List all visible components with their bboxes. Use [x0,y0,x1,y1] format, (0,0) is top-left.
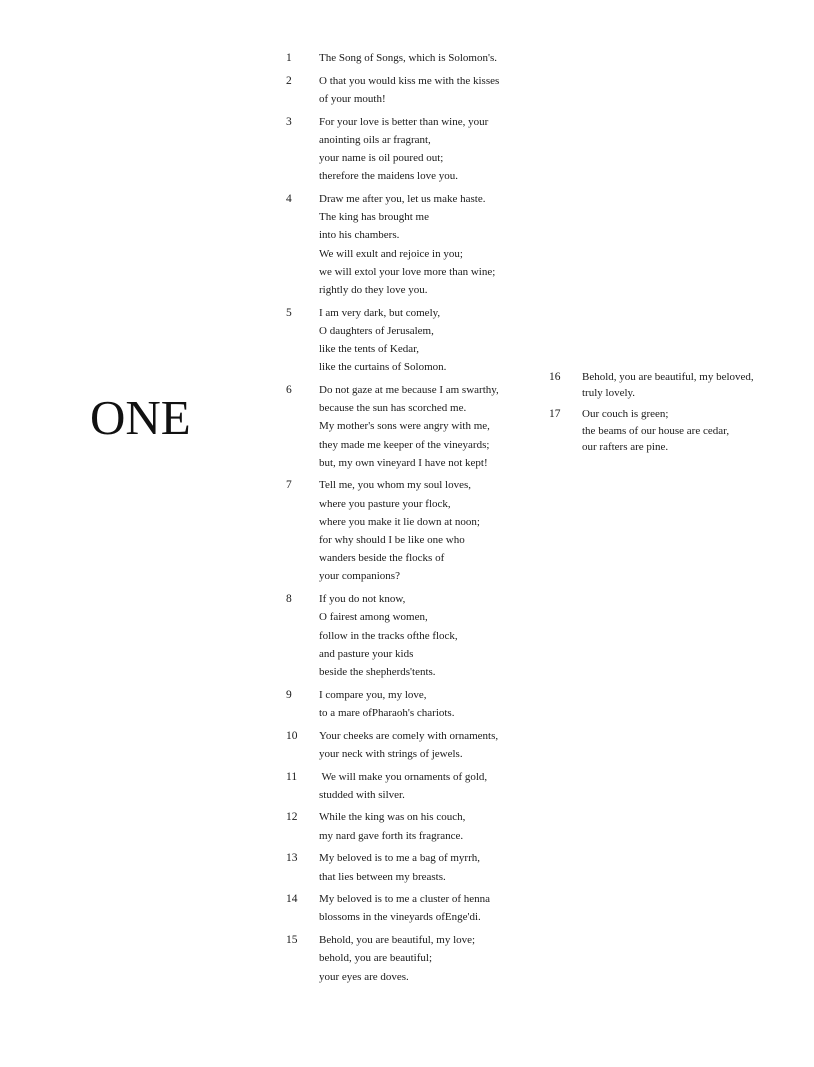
verse-number: 6 [286,383,292,396]
verse-text [582,369,799,401]
verse [286,381,536,472]
verse-line: and pasture your kids [319,647,414,660]
verse-text [319,72,536,108]
verse-number: 17 [549,408,561,421]
verse-line: Behold, you are beautiful, my beloved, [582,371,754,383]
verse [286,890,536,926]
verse [286,190,536,299]
verse-number: 3 [286,115,292,128]
verse-line: my nard gave forth its fragrance. [319,829,464,842]
verse-line: We will exult and rejoice in you; [319,247,463,260]
verse-line: Draw me after you, let us make haste. [319,192,486,205]
verse-line: we will extol your love more than wine; [319,265,496,278]
verse-line: blossoms in the vineyards ofEnge'di. [319,911,481,924]
verse-text [319,381,536,472]
verse-number: 10 [286,729,298,742]
verse-text [319,768,536,804]
verse-number: 9 [286,688,292,701]
verse-line: like the tents of Kedar, [319,343,420,356]
verse-number: 11 [286,770,298,783]
verse-line: For your love is better than wine, your [319,115,489,128]
verse-line: While the king was on his couch, [319,811,466,824]
verse-line: your eyes are doves. [319,970,409,983]
verse-line: your companions? [319,570,400,583]
verse [286,49,536,67]
verse-number: 16 [549,371,561,383]
verse-text [319,590,536,681]
verse-line: O that you would kiss me with the kisses [319,74,500,87]
verse-line: that lies between my breasts. [319,870,446,883]
verse-number: 1 [286,52,292,64]
verse-line: but, my own vineyard I have not kept! [319,456,488,469]
verse-line: because the sun has scorched me. [319,402,467,415]
verse-line: My beloved is to me a bag of myrrh, [319,852,480,865]
verse-text [319,113,536,186]
verse [286,768,536,804]
verse-number: 14 [286,893,298,906]
verse-line: to a mare ofPharaoh's chariots. [319,706,455,719]
verse-line: Our couch is green; [582,408,669,421]
verse-number: 4 [286,192,292,205]
verse-number: 5 [286,306,292,319]
verse-text [319,49,536,67]
verse-line: My mother's sons were angry with me, [319,420,490,433]
verse-line: where you make it lie down at noon; [319,515,480,528]
right-verse-column [549,369,799,460]
verse [286,113,536,186]
verse-text [319,476,536,585]
verse [286,808,536,844]
verse-text [319,931,536,986]
verse-line: beside the shepherds'tents. [319,666,436,678]
verse [286,931,536,986]
verse-text [319,190,536,299]
verse-text [319,808,536,844]
verse [286,590,536,681]
verse-line: for why should I be like one who [319,534,465,547]
verse-line: into his chambers. [319,229,400,242]
verse-line: The king has brought me [319,211,429,224]
verse-line: studded with silver. [319,788,405,801]
verse-line: O daughters of Jerusalem, [319,324,434,337]
verse-line: they made me keeper of the vineyards; [319,438,490,451]
verse-text [319,890,536,926]
verse-line: Behold, you are beautiful, my love; [319,934,476,947]
verse-number: 2 [286,74,292,87]
verse-text [582,406,799,455]
verse-text [319,727,536,763]
verse-line: O fairest among women, [319,611,428,624]
verse-number: 7 [286,479,292,492]
verse-line: of your mouth! [319,92,386,105]
verse-line: our rafters are pine. [582,440,669,453]
verse-line: We will make you ornaments of gold, [319,770,488,783]
verse-line: If you do not know, [319,593,406,606]
verse-line: where you pasture your flock, [319,497,451,510]
verse [286,849,536,885]
verse-line: I am very dark, but comely, [319,306,441,319]
verse-line: behold, you are beautiful; [319,952,433,965]
verse [549,406,799,455]
verse [286,727,536,763]
verse-text [319,686,536,722]
verse-line: truly lovely. [582,387,636,400]
verse-line: My beloved is to me a cluster of henna [319,893,491,906]
verse-text [319,849,536,885]
verse-line: wanders beside the flocks of [319,552,445,565]
verse-line: therefore the maidens love you. [319,170,458,183]
verse-line: I compare you, my love, [319,688,427,701]
verse-line: like the curtains of Solomon. [319,361,447,374]
chapter-title: ONE [90,390,191,445]
verse-line: The Song of Songs, which is Solomon's. [319,52,497,64]
verse-line: your neck with strings of jewels. [319,747,463,760]
verse-line: Do not gaze at me because I am swarthy, [319,383,499,396]
verse [549,369,799,401]
verse [286,304,536,377]
verse-number: 8 [286,593,292,606]
verse-line: Your cheeks are comely with ornaments, [319,729,499,742]
verse-number: 12 [286,811,298,824]
left-verse-column [286,49,536,990]
verse-line: the beams of our house are cedar, [582,424,730,437]
verse-number: 15 [286,934,298,947]
verse-line: your name is oil poured out; [319,152,444,165]
verse-line: rightly do they love you. [319,283,428,296]
verse-number: 13 [286,852,298,865]
verse [286,686,536,722]
verse [286,72,536,108]
verse [286,476,536,585]
verse-text [319,304,536,377]
verse-line: follow in the tracks ofthe flock, [319,629,458,642]
verse-line: anointing oils ar fragrant, [319,133,431,146]
verse-line: Tell me, you whom my soul loves, [319,479,471,492]
